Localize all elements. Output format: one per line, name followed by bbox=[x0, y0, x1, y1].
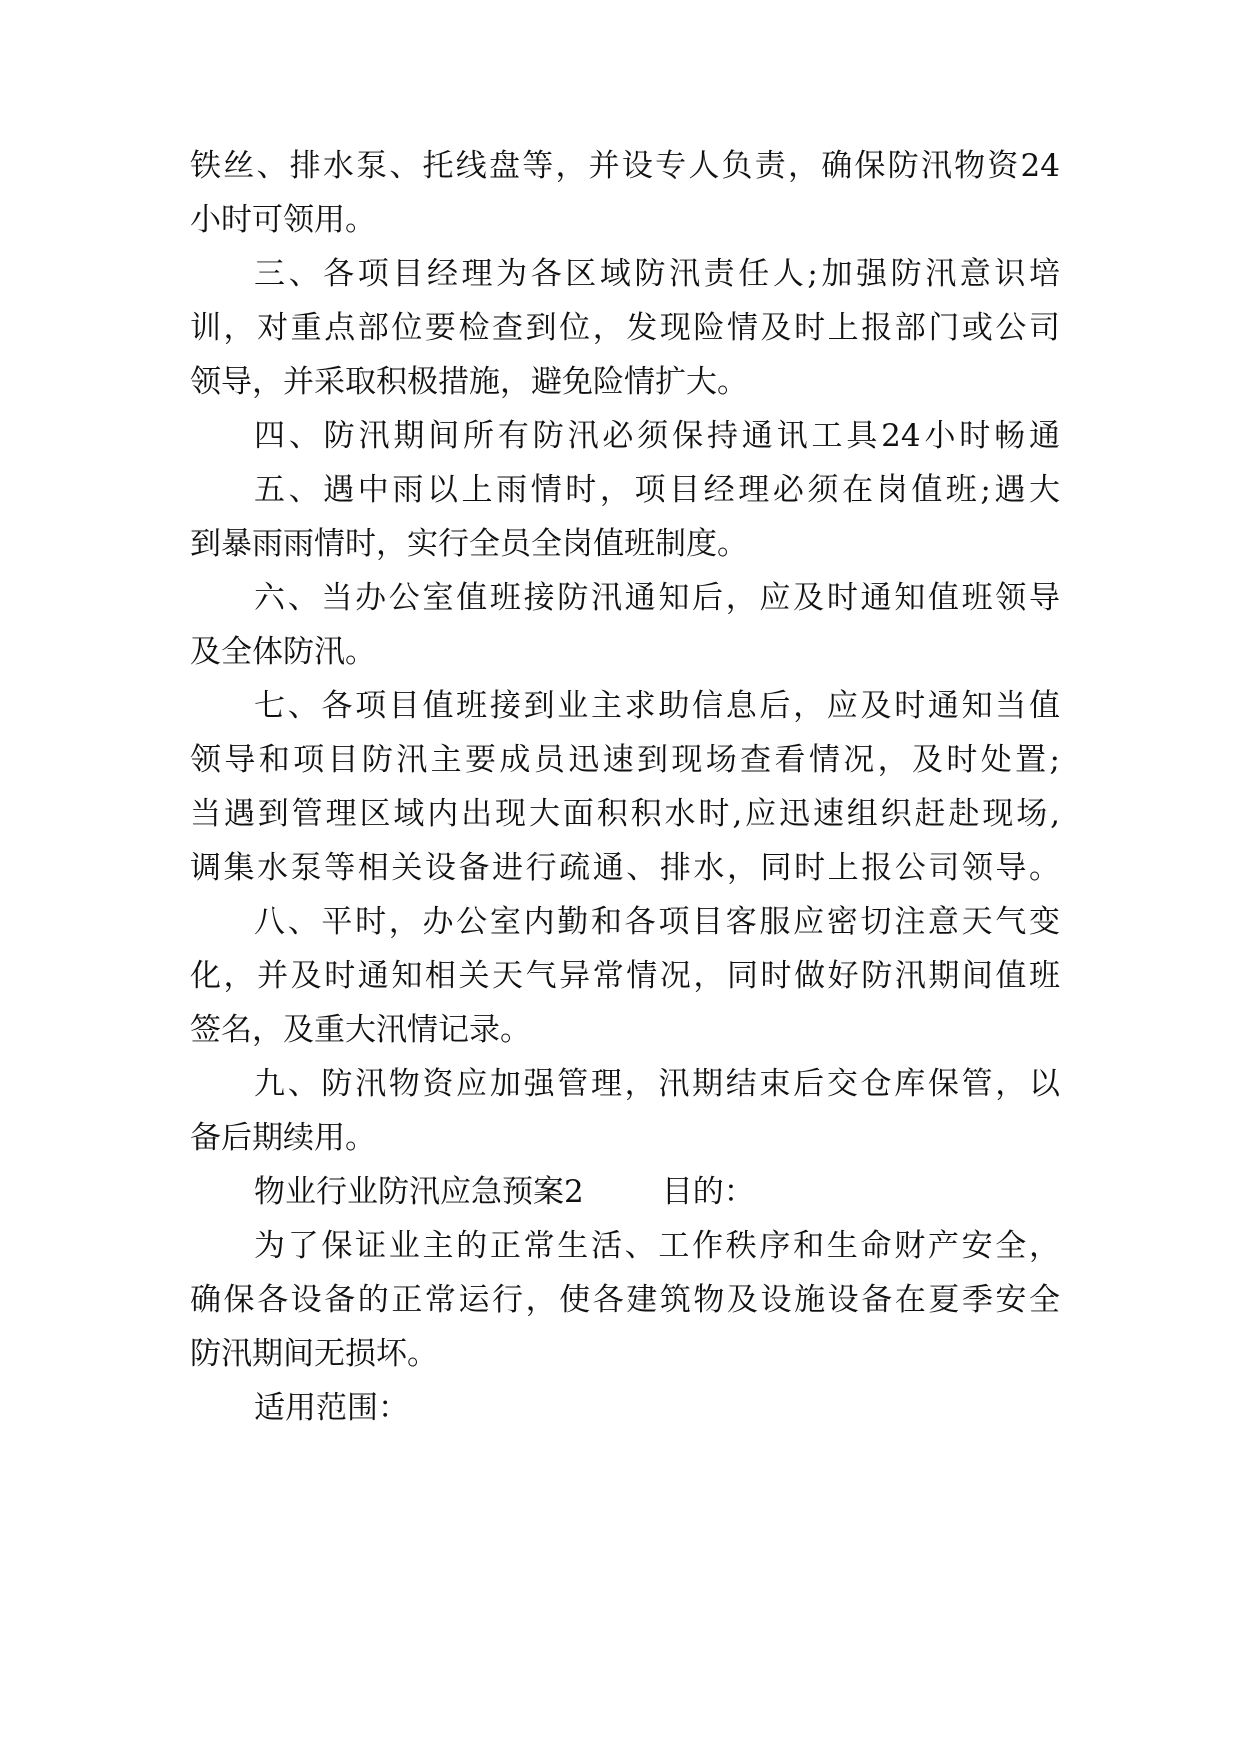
section-heading-line bbox=[254, 1162, 1060, 1222]
paragraph-line: 领导和项目防汛主要成员迅速到现场查看情况，及时处置; bbox=[190, 742, 1060, 778]
paragraph-line: 九、防汛物资应加强管理，汛期结束后交仓库保管，以 bbox=[254, 1066, 1060, 1102]
paragraph-line: 领导，并采取积极措施，避免险情扩大。 bbox=[190, 364, 748, 400]
paragraph-line: 签名，及重大汛情记录。 bbox=[190, 1012, 531, 1048]
paragraph-line: 当遇到管理区域内出现大面积积水时,应迅速组织赶赴现场, bbox=[190, 796, 1060, 832]
paragraph-line: 为了保证业主的正常生活、工作秩序和生命财产安全， bbox=[254, 1228, 1060, 1264]
paragraph-line: 四、防汛期间所有防汛必须保持通讯工具24小时畅通 bbox=[254, 418, 1060, 454]
paragraph-line: 备后期续用。 bbox=[190, 1120, 376, 1156]
paragraph-line: 训，对重点部位要检查到位，发现险情及时上报部门或公司 bbox=[190, 310, 1060, 346]
paragraph-line: 七、各项目值班接到业主求助信息后，应及时通知当值 bbox=[254, 688, 1060, 724]
paragraph-line: 六、当办公室值班接防汛通知后，应及时通知值班领导 bbox=[254, 580, 1060, 616]
paragraph-line: 化，并及时通知相关天气异常情况，同时做好防汛期间值班 bbox=[190, 958, 1060, 994]
paragraph-line: 确保各设备的正常运行，使各建筑物及设施设备在夏季安全 bbox=[190, 1282, 1060, 1318]
paragraph-line: 调集水泵等相关设备进行疏通、排水，同时上报公司领导。 bbox=[190, 850, 1060, 886]
paragraph-line: 五、遇中雨以上雨情时，项目经理必须在岗值班;遇大 bbox=[254, 472, 1060, 508]
paragraph-line: 及全体防汛。 bbox=[190, 634, 376, 670]
section-title: 物业行业防汛应急预案2 bbox=[254, 1174, 584, 1210]
paragraph-line: 三、各项目经理为各区域防汛责任人;加强防汛意识培 bbox=[254, 256, 1060, 292]
paragraph-line: 小时可领用。 bbox=[190, 202, 376, 238]
paragraph-line: 八、平时，办公室内勤和各项目客服应密切注意天气变 bbox=[254, 904, 1060, 940]
paragraph-line: 防汛期间无损坏。 bbox=[190, 1336, 438, 1372]
scope-label: 适用范围： bbox=[254, 1390, 409, 1426]
paragraph-line: 到暴雨雨情时，实行全员全岗值班制度。 bbox=[190, 526, 748, 562]
paragraph-line: 铁丝、排水泵、托线盘等，并设专人负责，确保防汛物资24 bbox=[190, 148, 1060, 184]
purpose-label: 目的： bbox=[661, 1174, 755, 1210]
